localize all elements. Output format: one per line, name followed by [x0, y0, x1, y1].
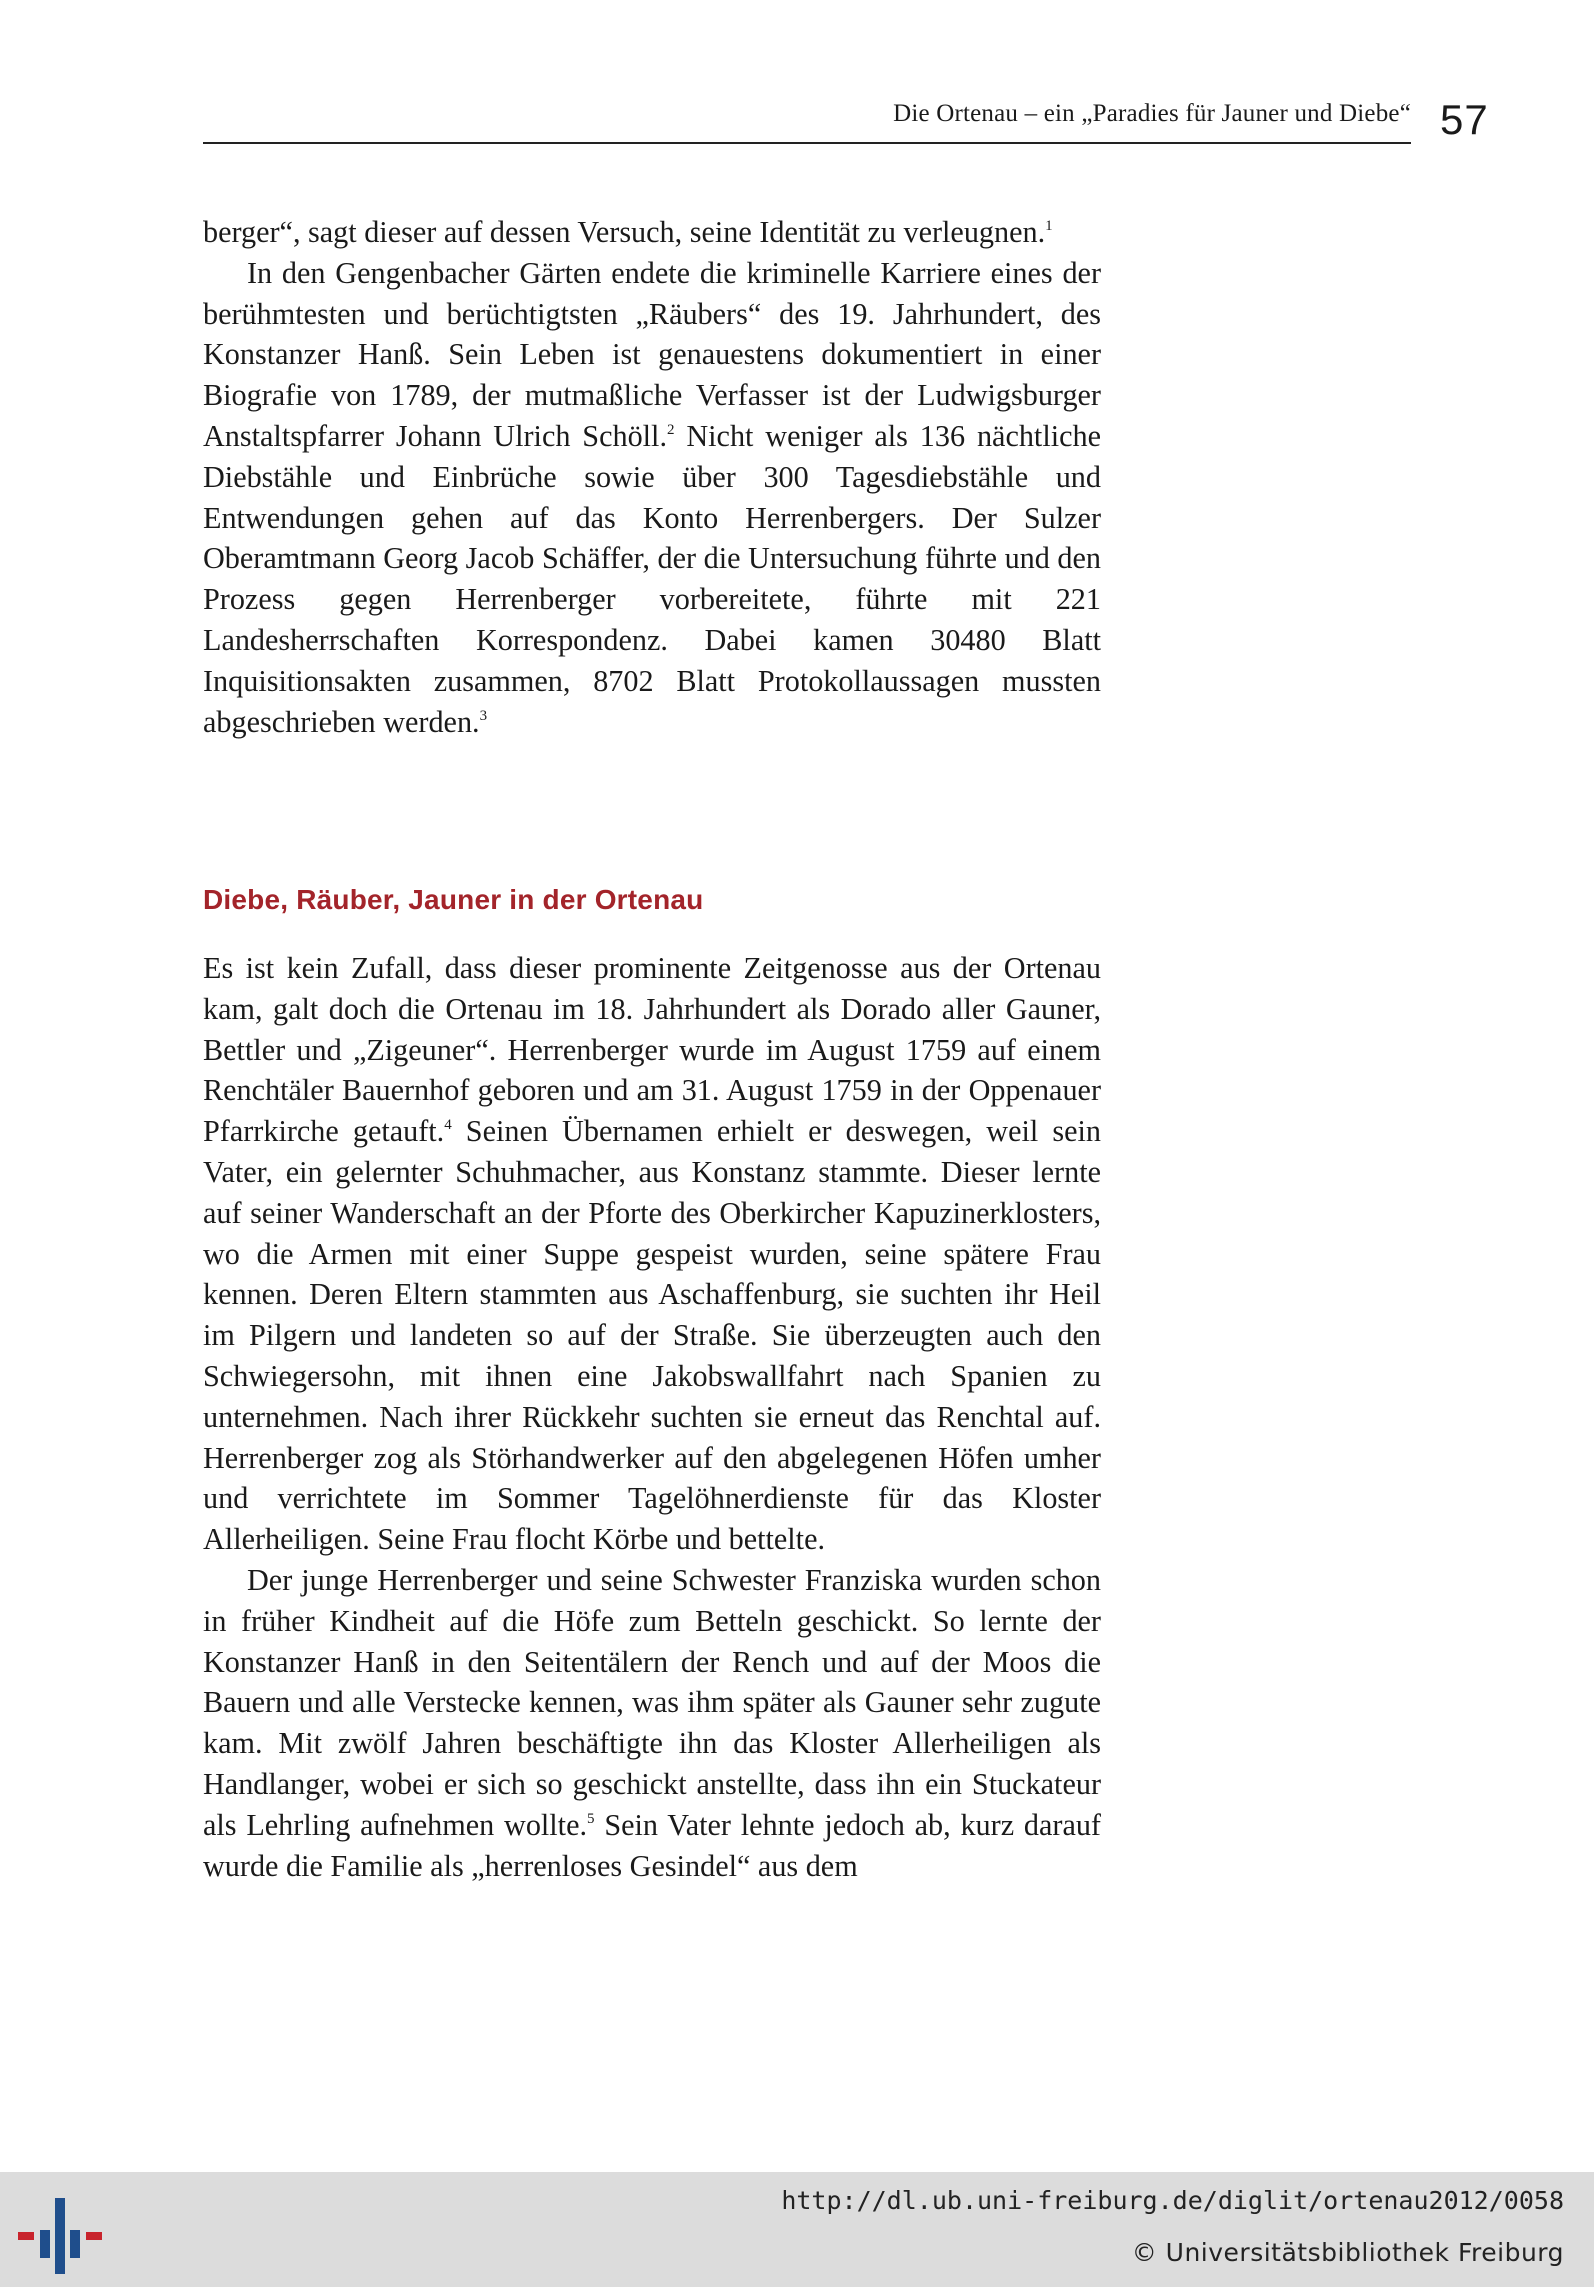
library-footer-bar	[0, 2172, 1594, 2287]
paragraph-text: Der junge Herrenberger und seine Schwester Franziska wurden schon in früher Kindheit auf die Höfe zum Betteln geschickt. So lernte der Konstanzer Hanß in den Seitentälern der Rench und auf der Moos die Bauern und alle Verstecke kennen, was ihm später als Gauner sehr zugute kam. Mit zwölf Jahren beschäftigte ihn das Kloster Allerheiligen als Handlanger, wobei er sich so geschickt anstellte, dass ihn ein Stuckateur als Lehrling aufnehmen wollte.	[203, 1562, 1101, 1842]
paragraph-text: Sein Vater lehnte jedoch ab, kurz darauf wurde die Familie als „herrenloses Gesindel“ aus dem	[203, 1807, 1101, 1883]
ub-freiburg-logo-icon	[18, 2194, 102, 2278]
footnote-marker: 5	[587, 1810, 595, 1827]
permalink-url[interactable]: http://dl.ub.uni-freiburg.de/diglit/ortenau2012/0058	[781, 2186, 1564, 2215]
section-heading: Diebe, Räuber, Jauner in der Ortenau	[203, 884, 704, 915]
footnote-marker: 1	[1045, 218, 1053, 234]
footnote-marker: 4	[444, 1117, 452, 1134]
paragraph-text: berger“, sagt dieser auf dessen Versuch, seine Identität zu verleugnen.	[203, 215, 1046, 249]
footnote-marker: 2	[667, 421, 675, 438]
footnote-marker: 3	[479, 707, 488, 724]
paragraph	[203, 253, 1101, 743]
paragraph-text: Es ist kein Zufall, dass dieser prominente Zeitgenosse aus der Ortenau kam, galt doch die Ortenau im 18. Jahrhundert als Dorado aller Gauner, Bettler und „Zigeuner“. Herrenberger wurde im August 1759 auf einem Renchtäler Bauernhof geboren und am 31. August 1759 in der Oppenauer Pfarrkirche getauft.	[203, 951, 1101, 1149]
paragraph	[203, 948, 1101, 1560]
paragraph	[203, 1560, 1101, 1886]
page-number: 57	[1440, 96, 1489, 143]
paragraph	[203, 212, 1101, 253]
paragraph-text: Seinen Übernamen erhielt er deswegen, weil sein Vater, ein gelernter Schuhmacher, aus Konstanz stammte. Dieser lernte auf seiner Wanderschaft an der Pforte des Oberkircher Kapuzinerklosters, wo die Armen mit einer Suppe gespeist wurden, seine spätere Frau kennen. Deren Eltern stammten aus Aschaffenburg, sie suchten ihr Heil im Pilgern und landeten so auf der Straße. Sie überzeugten auch den Schwiegersohn, mit ihnen eine Jakobswallfahrt nach Spanien zu unternehmen. Nach ihrer Rückkehr suchten sie erneut das Renchtal auf. Herrenberger zog als Störhandwerker auf den abgelegenen Höfen umher und verrichtete im Sommer Tagelöhnerdienste für das Kloster Allerheiligen. Seine Frau flocht Körbe und bettelte.	[203, 1114, 1101, 1557]
section-body-text	[203, 948, 1101, 1886]
running-title: Die Ortenau – ein „Paradies für Jauner und Diebe“	[893, 100, 1411, 127]
section-continued-text	[203, 212, 1101, 742]
running-header	[203, 98, 1411, 144]
copyright-notice: © Universitätsbibliothek Freiburg	[1131, 2238, 1564, 2267]
paragraph-text: In den Gengenbacher Gärten endete die kriminelle Karriere eines der berühmtesten und berüchtigtsten „Räubers“ des 19. Jahrhundert, des Konstanzer Hanß. Sein Leben ist genauestens dokumentiert in einer Biografie von 1789, der mutmaßliche Verfasser ist der Ludwigsburger Anstaltspfarrer Johann Ulrich Schöll.	[203, 255, 1101, 453]
paragraph-text: Nicht weniger als 136 nächtliche Diebstähle und Einbrüche sowie über 300 Tagesdiebstähle und Entwendungen gehen auf das Konto Herrenbergers. Der Sulzer Oberamtmann Georg Jacob Schäffer, der die Untersuchung führte und den Prozess gegen Herrenberger vorbereitete, führte mit 221 Landesherrschaften Korrespondenz. Dabei kamen 30480 Blatt Inquisitionsakten zusammen, 8702 Blatt Protokollaussagen mussten abgeschrieben werden.	[203, 418, 1101, 739]
